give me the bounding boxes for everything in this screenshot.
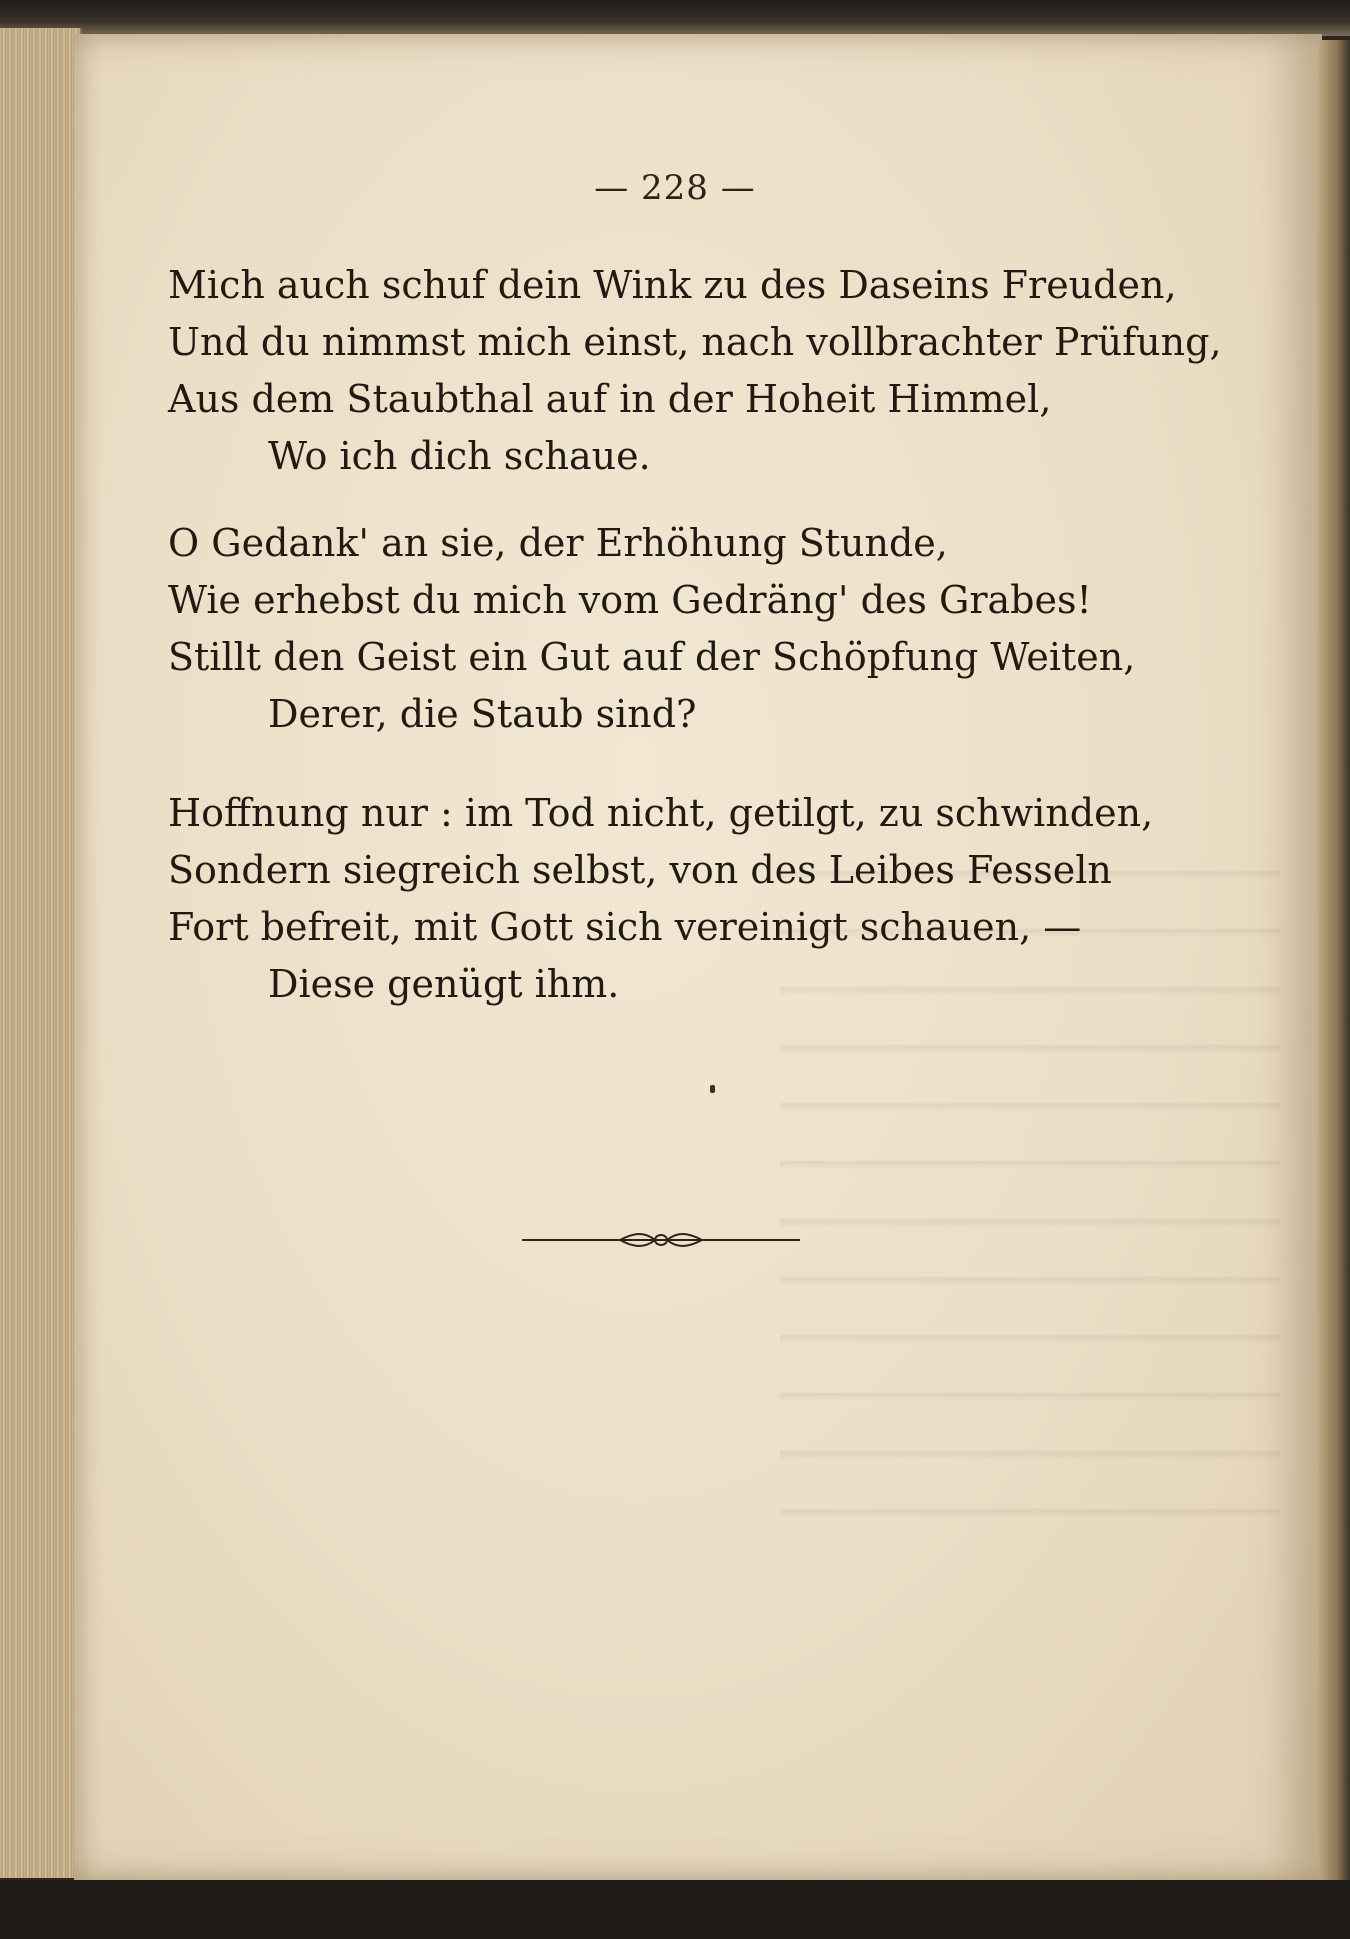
verse-line: Wie erhebst du mich vom Gedräng' des Grabes! <box>168 578 1092 622</box>
end-ornament-icon <box>520 1228 802 1252</box>
verse-line: O Gedank' an sie, der Erhöhung Stunde, <box>168 521 948 565</box>
stanza-3 <box>168 785 1153 1013</box>
verse-line-short: Diese genügt ihm. <box>268 962 620 1006</box>
verse-line-short: Derer, die Staub sind? <box>268 692 697 736</box>
stanza-1 <box>168 257 1222 485</box>
verse-line: Mich auch schuf dein Wink zu des Daseins Freuden, <box>168 263 1177 307</box>
verse-line: Sondern siegreich selbst, von des Leibes Fesseln <box>168 848 1112 892</box>
verse-line-short: Wo ich dich schaue. <box>268 434 651 478</box>
page-number: — 228 — <box>594 168 756 208</box>
book-top-edge <box>0 0 1350 36</box>
stanza-2 <box>168 515 1135 743</box>
verse-line: Fort befreit, mit Gott sich vereinigt schauen, — <box>168 905 1082 949</box>
verse-line: Stillt den Geist ein Gut auf der Schöpfung Weiten, <box>168 635 1136 679</box>
book-page-edges <box>0 28 82 1878</box>
book-bottom-edge <box>0 1880 1350 1939</box>
verse-line: Aus dem Staubthal auf in der Hoheit Himmel, <box>168 377 1052 421</box>
verse-line: Und du nimmst mich einst, nach vollbrachter Prüfung, <box>168 320 1222 364</box>
book-gutter-right <box>1318 40 1350 1880</box>
ink-speck <box>710 1085 715 1093</box>
verse-line: Hoffnung nur : im Tod nicht, getilgt, zu schwinden, <box>168 791 1154 835</box>
